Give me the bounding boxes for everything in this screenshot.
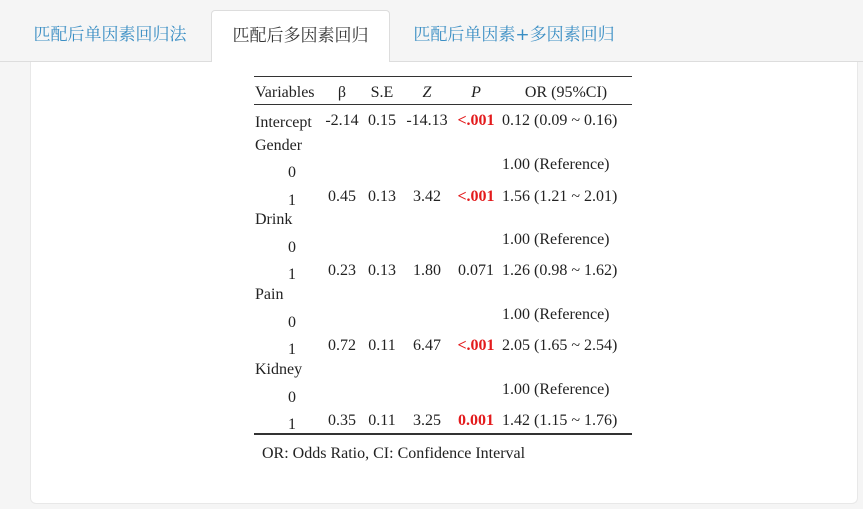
row-z: 6.47 (413, 337, 441, 354)
row-odds-ratio: 1.42 (1.15 ~ 1.76) (502, 412, 618, 429)
row-se: 0.11 (368, 412, 396, 429)
row-variable: Gender (255, 137, 303, 154)
row-p-value: <.001 (457, 337, 495, 354)
row-odds-ratio: 1.00 (Reference) (502, 306, 610, 323)
table-bottom-rule (254, 433, 632, 435)
row-variable: 0 (288, 389, 296, 406)
row-se: 0.13 (368, 188, 396, 205)
row-odds-ratio: 1.00 (Reference) (502, 156, 610, 173)
row-odds-ratio: 1.26 (0.98 ~ 1.62) (502, 262, 618, 279)
row-variable: 1 (288, 192, 296, 209)
row-variable: 1 (288, 341, 296, 358)
row-p-value: 0.071 (458, 262, 494, 279)
row-p-value: 0.001 (458, 412, 494, 429)
row-odds-ratio: 1.56 (1.21 ~ 2.01) (502, 188, 618, 205)
row-variable: 1 (288, 416, 296, 433)
row-z: 3.42 (413, 188, 441, 205)
tab-univariate-multivariate-regression[interactable]: 匹配后单因素+多因素回归 (413, 25, 615, 45)
row-odds-ratio: 0.12 (0.09 ~ 0.16) (502, 112, 618, 129)
row-variable: Intercept (255, 114, 312, 131)
row-beta: 0.35 (328, 412, 356, 429)
row-z: 1.80 (413, 262, 441, 279)
row-p-value: <.001 (457, 188, 495, 205)
row-beta: 0.45 (328, 188, 356, 205)
header-se: S.E (370, 84, 394, 101)
row-se: 0.11 (368, 337, 396, 354)
table-top-rule (254, 76, 632, 77)
row-odds-ratio: 2.05 (1.65 ~ 2.54) (502, 337, 618, 354)
row-beta: 0.23 (328, 262, 356, 279)
row-variable: Kidney (255, 361, 303, 378)
row-variable: 0 (288, 164, 296, 181)
header-z: Z (422, 84, 432, 101)
tab-bar (0, 0, 863, 62)
row-variable: 0 (288, 314, 296, 331)
header-p: P (471, 84, 481, 101)
row-p-value: <.001 (457, 112, 495, 129)
header-or: OR (95%CI) (524, 84, 608, 101)
table-footnote: OR: Odds Ratio, CI: Confidence Interval (262, 445, 526, 462)
header-variables: Variables (255, 84, 315, 101)
row-se: 0.15 (368, 112, 396, 129)
row-beta: -2.14 (325, 112, 359, 129)
row-variable: Drink (255, 211, 293, 228)
row-z: 3.25 (413, 412, 441, 429)
row-se: 0.13 (368, 262, 396, 279)
header-beta: β (337, 84, 347, 101)
tab-univariate-regression[interactable]: 匹配后单因素回归法 (33, 25, 187, 45)
row-beta: 0.72 (328, 337, 356, 354)
row-variable: Pain (255, 286, 284, 303)
row-variable: 1 (288, 266, 296, 283)
table-header-rule (254, 104, 632, 105)
tab-multivariate-regression[interactable]: 匹配后多因素回归 (211, 10, 390, 63)
row-odds-ratio: 1.00 (Reference) (502, 231, 610, 248)
row-odds-ratio: 1.00 (Reference) (502, 381, 610, 398)
row-variable: 0 (288, 239, 296, 256)
row-z: -14.13 (406, 112, 448, 129)
